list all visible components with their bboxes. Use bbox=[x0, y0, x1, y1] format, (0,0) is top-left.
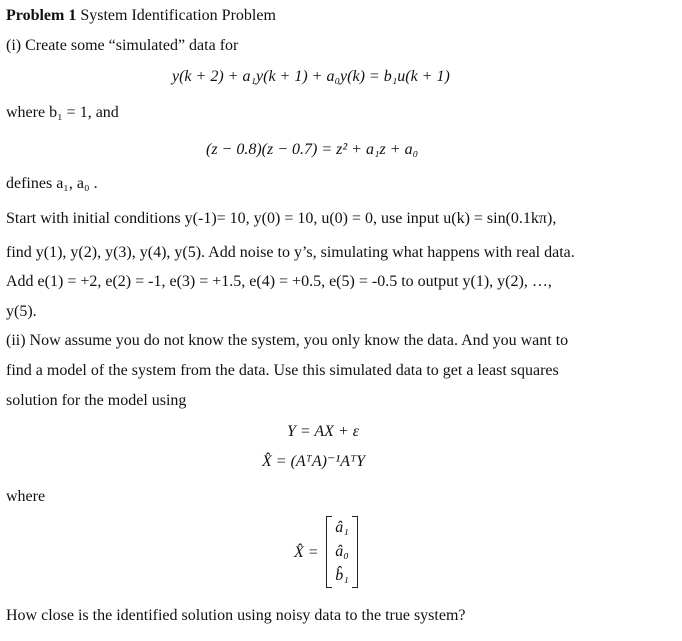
matrix-entry-b1: b̂₁ bbox=[335, 567, 349, 584]
matrix-lhs: X̂ = bbox=[294, 544, 319, 561]
part-ii-line-2: find a model of the system from the data. Use this simulated data to get a least squares bbox=[6, 362, 559, 379]
find-outputs-text: find y(1), y(2), y(3), y(4), y(5). Add noise to y’s, simulating what happens with real data. bbox=[6, 244, 575, 261]
characteristic-equation: (z − 0.8)(z − 0.7) = z² + a₁z + a₀ bbox=[206, 141, 419, 158]
difference-equation: y(k + 2) + a₁y(k + 1) + a₀y(k) = b₁u(k + 1) bbox=[172, 68, 450, 85]
add-noise-text: Add e(1) = +2, e(2) = -1, e(3) = +1.5, e(4) = +0.5, e(5) = -0.5 to output y(1), y(2), …, bbox=[6, 273, 552, 290]
part-ii-line-3: solution for the model using bbox=[6, 392, 187, 409]
closing-question: How close is the identified solution using noisy data to the true system? bbox=[6, 607, 466, 624]
least-squares-equation: X̂ = (AᵀA)⁻¹AᵀY bbox=[262, 453, 366, 470]
problem-title: System Identification Problem bbox=[80, 7, 276, 24]
part-ii-line-1: (ii) Now assume you do not know the system, you only know the data. And you want to bbox=[6, 332, 569, 349]
parameter-vector bbox=[326, 516, 358, 588]
part-i-intro: (i) Create some “simulated” data for bbox=[6, 37, 239, 54]
matrix-entry-a0: â₀ bbox=[335, 543, 349, 560]
problem-label: Problem 1 bbox=[6, 7, 77, 24]
model-equation: Y = AX + ε bbox=[287, 423, 360, 440]
matrix-entry-a1: â₁ bbox=[335, 519, 349, 536]
where-b1-text: where b₁ = 1, and bbox=[6, 104, 119, 121]
y5-text: y(5). bbox=[6, 303, 37, 320]
problem-heading bbox=[6, 6, 276, 26]
defines-text: defines a₁, a₀ . bbox=[6, 175, 98, 192]
where-text: where bbox=[6, 488, 46, 505]
initial-conditions-text: Start with initial conditions y(-1)= 10, y(0) = 10, u(0) = 0, use input u(k) = sin(0.1kπ), bbox=[6, 210, 557, 227]
